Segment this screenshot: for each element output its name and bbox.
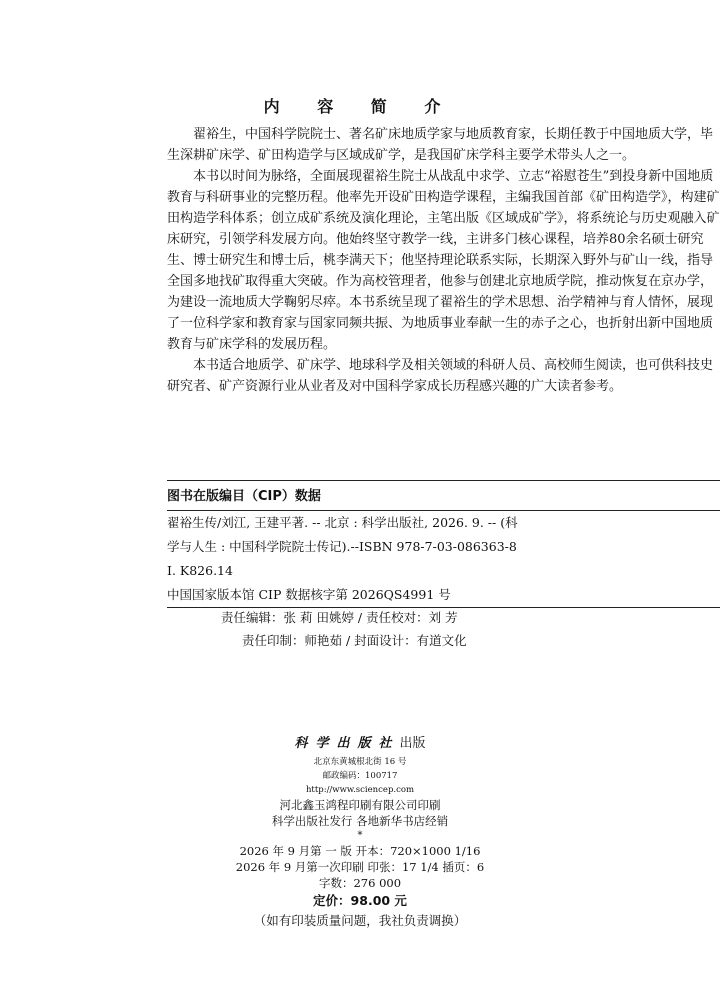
cip-line-2: 学与人生 : 中国科学院院士传记).--ISBN 978-7-03-086363-8 [167, 539, 517, 554]
page-title: 内 容 简 介 [263, 97, 457, 116]
word-count: 字数：276 000 [318, 876, 402, 890]
publisher-url: http://www.sciencep.com [305, 785, 415, 795]
publisher-line [0, 733, 720, 755]
publisher-address: 北京东黄城根北街 16 号 [313, 757, 407, 767]
price: 定价：98.00 元 [313, 893, 407, 908]
publisher-suffix: 出版 [399, 736, 426, 751]
production-credits: 责任印制：师艳茹 / 封面设计：有道文化 [242, 633, 467, 648]
intro-text [167, 124, 720, 397]
cip-line-4: 中国国家版本馆 CIP 数据核字第 2026QS4991 号 [167, 587, 451, 602]
credits-block [167, 606, 720, 652]
intro-paragraph-3: 本书适合地质学、矿床学、地球科学及相关领域的科研人员、高校师生阅读，也可供科技史研究者、矿产资源行业从业者及对中国科学家成长历程感兴趣的广大读者参考。 [167, 358, 714, 394]
cip-line-3: Ⅰ. K826.14 [167, 563, 233, 578]
printer-line: 河北鑫玉鸿程印刷有限公司印刷 [279, 798, 441, 812]
publisher-logo: 科学出版社 [294, 736, 400, 751]
separator-star: * [357, 830, 363, 841]
editor-credits: 责任编辑：张 莉 田姚婷 / 责任校对：刘 芳 [221, 610, 458, 625]
edition-line: 2026 年 9 月第 一 版 开本：720×1000 1/16 [239, 844, 481, 858]
publisher-postcode: 邮政编码：100717 [322, 771, 398, 781]
quality-note: （如有印装质量问题，我社负责调换） [253, 913, 467, 928]
cip-line-1: 翟裕生传/刘江, 王建平著. -- 北京 : 科学出版社, 2026. 9. -- (科 [167, 515, 518, 530]
printing-line: 2026 年 9 月第一次印刷 印张：17 1/4 插页：6 [235, 860, 485, 874]
imprint-block [0, 733, 720, 931]
intro-paragraph-2: 本书以时间为脉络，全面展现翟裕生院士从战乱中求学、立志“裕慰苍生”到投身新中国地质教育与科研事业的完整历程。他率先开设矿田构造学课程，主编我国首部《矿田构造学》，构建矿田构造学科体系；创立成矿系统及演化理论，主笔出版《区域成矿学》，将系统论与历史观融入矿床研究，引领学科发展方向。他始终坚守教学一线，主讲多门核心课程，培养80余名硕士研究生、博士研究生和博士后，桃李满天下；他坚持理论联系实际，长期深入野外与矿山一线，指导全国多地找矿取得重大突破。作为高校管理者，他参与创建北京地质学院，推动恢复在京办学，为建设一流地质大学鞠躬尽瘁。本书系统呈现了翟裕生的学术思想、治学精神与育人情怀，展现了一位科学家和教育家与国家同频共振、为地质事业奉献一生的赤子之心，也折射出新中国地质教育与矿床学科的发展历程。 [167, 169, 720, 352]
distribution-line: 科学出版社发行 各地新华书店经销 [271, 814, 449, 828]
cip-block [167, 480, 720, 608]
cip-heading: 图书在版编目（CIP）数据 [167, 481, 720, 511]
intro-paragraph-1: 翟裕生，中国科学院院士、著名矿床地质学家与地质教育家，长期任教于中国地质大学，毕生深耕矿床学、矿田构造学与区域成矿学，是我国矿床学科主要学术带头人之一。 [167, 127, 714, 163]
